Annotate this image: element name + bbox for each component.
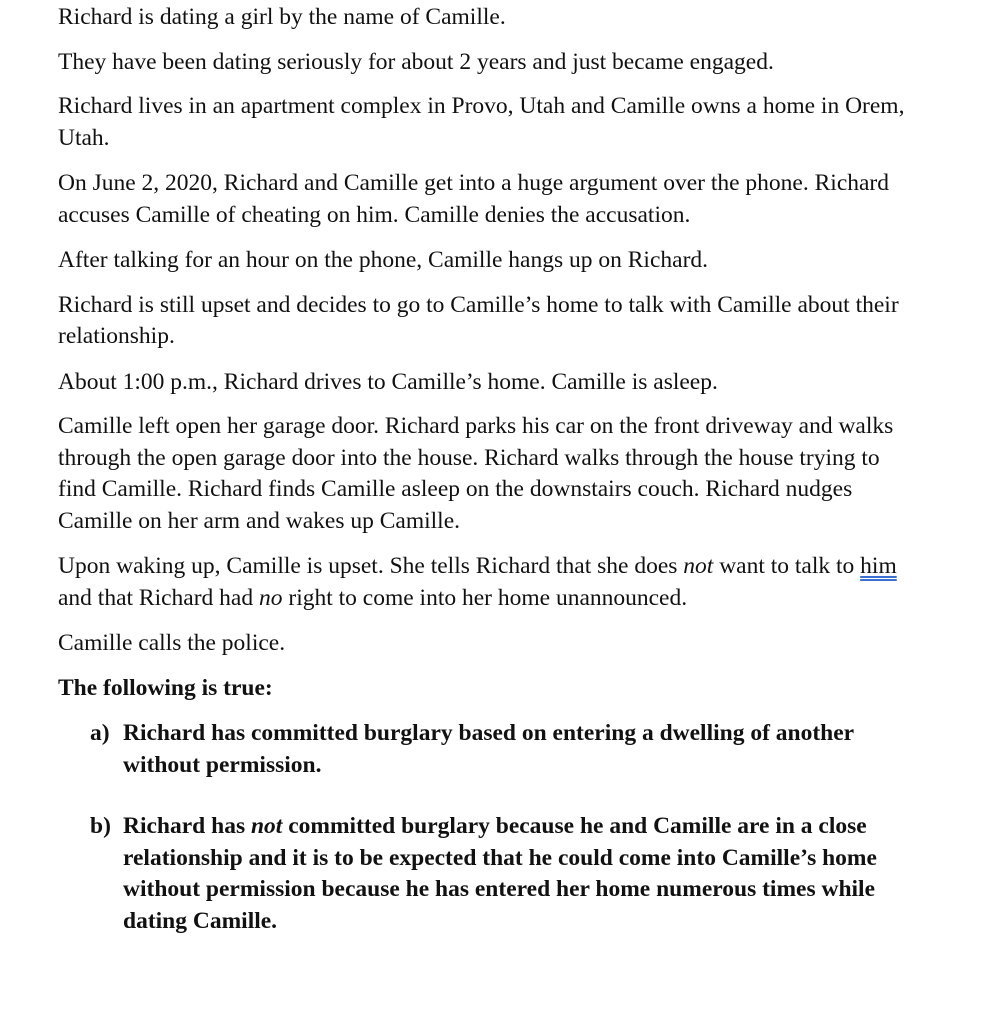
paragraph-9 xyxy=(58,551,908,614)
document-body xyxy=(58,2,908,937)
paragraph-9-underlined-word: him xyxy=(860,553,897,579)
answer-option-b xyxy=(90,811,908,937)
paragraph-10: Camille calls the police. xyxy=(58,630,286,656)
paragraph-9-text-4: right to come into her home unannounced. xyxy=(282,584,688,611)
paragraph-2: They have been dating seriously for about 2 years and just became engaged. xyxy=(58,48,774,75)
paragraph-4: On June 2, 2020, Richard and Camille get into a huge argument over the phone. Richard accuses Camille of cheating on him. Camille denies the accusation. xyxy=(58,170,890,228)
option-b-emphasis-not: not xyxy=(250,813,283,839)
paragraph-9-text-1: Upon waking up, Camille is upset. She tells Richard that she does xyxy=(58,553,684,579)
question-heading: The following is true: xyxy=(58,674,273,701)
answer-option-a xyxy=(90,718,908,781)
paragraph-7: About 1:00 p.m., Richard drives to Camille’s home. Camille is asleep. xyxy=(58,368,718,395)
paragraph-9-emphasis-not: not xyxy=(683,553,714,579)
option-b-marker: b) xyxy=(90,813,111,839)
paragraph-9-text-2: want to talk to xyxy=(713,553,861,579)
paragraph-5: After talking for an hour on the phone, Camille hangs up on Richard. xyxy=(58,247,709,273)
option-a-marker: a) xyxy=(90,720,110,746)
option-b-text-2: committed burglary because he and Camille are in a close relationship and it is to be expected that he could come into Camille’s home without permission because he has entered her home numerous times while dating Camille. xyxy=(123,813,877,934)
paragraph-9-emphasis-no: no xyxy=(259,584,283,611)
option-a-text: Richard has committed burglary based on entering a dwelling of another without permission. xyxy=(123,720,854,778)
paragraph-3: Richard lives in an apartment complex in Provo, Utah and Camille owns a home in Orem, Utah. xyxy=(58,93,905,151)
paragraph-8: Camille left open her garage door. Richard parks his car on the front driveway and walks through the open garage door into the house. Richard walks through the house trying to find Camille. Richard finds Camille asleep on the downstairs couch. Richard nudges Camille on her arm and wakes up Camille. xyxy=(58,413,894,534)
option-b-text xyxy=(123,811,883,937)
option-b-text-1: Richard has xyxy=(123,813,251,839)
paragraph-1: Richard is dating a girl by the name of Camille. xyxy=(58,4,506,30)
paragraph-9-text-3: and that Richard had xyxy=(58,584,259,611)
paragraph-6: Richard is still upset and decides to go to Camille’s home to talk with Camille about their relationship. xyxy=(58,291,899,349)
